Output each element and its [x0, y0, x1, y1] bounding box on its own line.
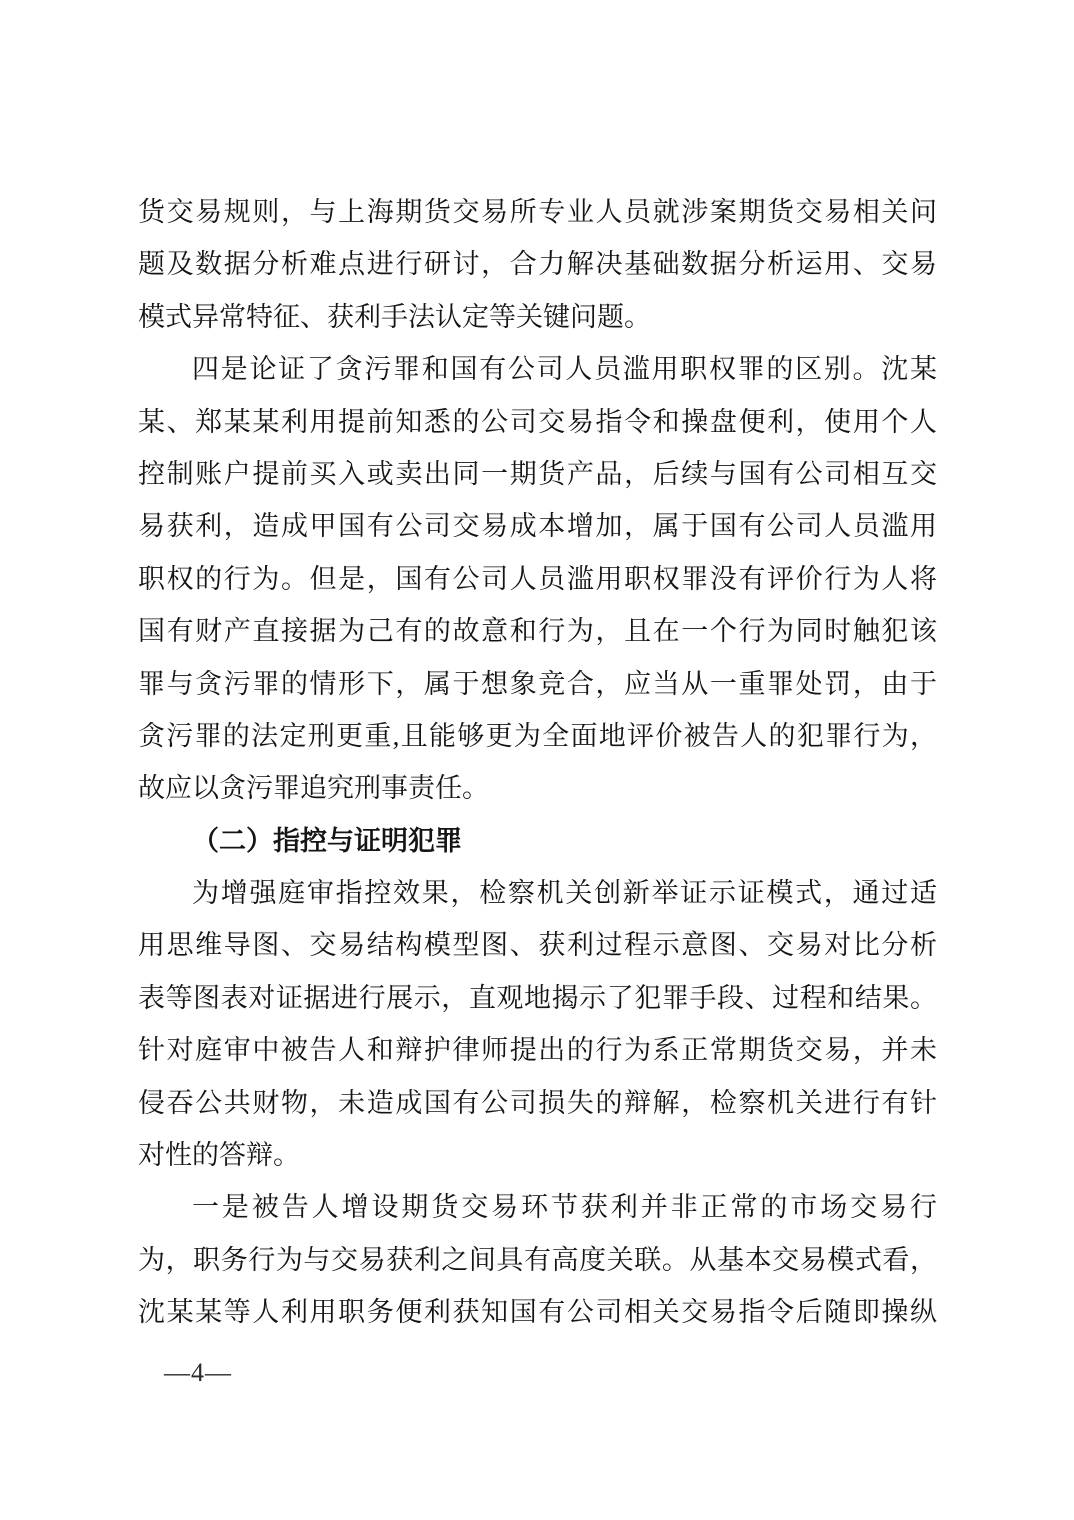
text-line: 沈某某等人利用职务便利获知国有公司相关交易指令后随即操纵 — [138, 1297, 937, 1328]
text-line: 故应以贪污罪追究刑事责任。 — [138, 773, 489, 804]
text-line: 某、郑某某利用提前知悉的公司交易指令和操盘便利，使用个人 — [138, 406, 937, 437]
text-line: 职权的行为。但是，国有公司人员滥用职权罪没有评价行为人将 — [138, 563, 937, 594]
text-line: 国有财产直接据为己有的故意和行为，且在一个行为同时触犯该 — [138, 616, 937, 647]
text-line: 一是被告人增设期货交易环节获利并非正常的市场交易行 — [192, 1192, 937, 1223]
text-line: 控制账户提前买入或卖出同一期货产品，后续与国有公司相互交 — [138, 458, 937, 489]
text-line: 题及数据分析难点进行研讨，合力解决基础数据分析运用、交易 — [138, 249, 937, 280]
text-line: 贪污罪的法定刑更重,且能够更为全面地评价被告人的犯罪行为， — [138, 720, 937, 751]
text-line: 用思维导图、交易结构模型图、获利过程示意图、交易对比分析 — [138, 930, 937, 961]
text-line: 侵吞公共财物，未造成国有公司损失的辩解，检察机关进行有针 — [138, 1087, 937, 1118]
text-line: 对性的答辩。 — [138, 1140, 300, 1171]
text-line: 模式异常特征、获利手法认定等关键问题。 — [138, 301, 651, 332]
page-number: —4— — [164, 1358, 232, 1387]
text-line: 为增强庭审指控效果，检察机关创新举证示证模式，通过适 — [192, 878, 937, 909]
text-line: 罪与贪污罪的情形下，属于想象竞合，应当从一重罪处罚，由于 — [138, 668, 937, 699]
section-heading: （二）指控与证明犯罪 — [192, 825, 462, 856]
text-line: 易获利，造成甲国有公司交易成本增加，属于国有公司人员滥用 — [138, 511, 937, 542]
text-line: 表等图表对证据进行展示，直观地揭示了犯罪手段、过程和结果。 — [138, 982, 937, 1013]
text-line: 货交易规则，与上海期货交易所专业人员就涉案期货交易相关问 — [138, 197, 937, 227]
document-body — [138, 186, 937, 1339]
text-line: 针对庭审中被告人和辩护律师提出的行为系正常期货交易，并未 — [138, 1035, 937, 1066]
text-line: 为，职务行为与交易获利之间具有高度关联。从基本交易模式看， — [138, 1244, 937, 1275]
text-line: 四是论证了贪污罪和国有公司人员滥用职权罪的区别。沈某 — [192, 354, 937, 385]
